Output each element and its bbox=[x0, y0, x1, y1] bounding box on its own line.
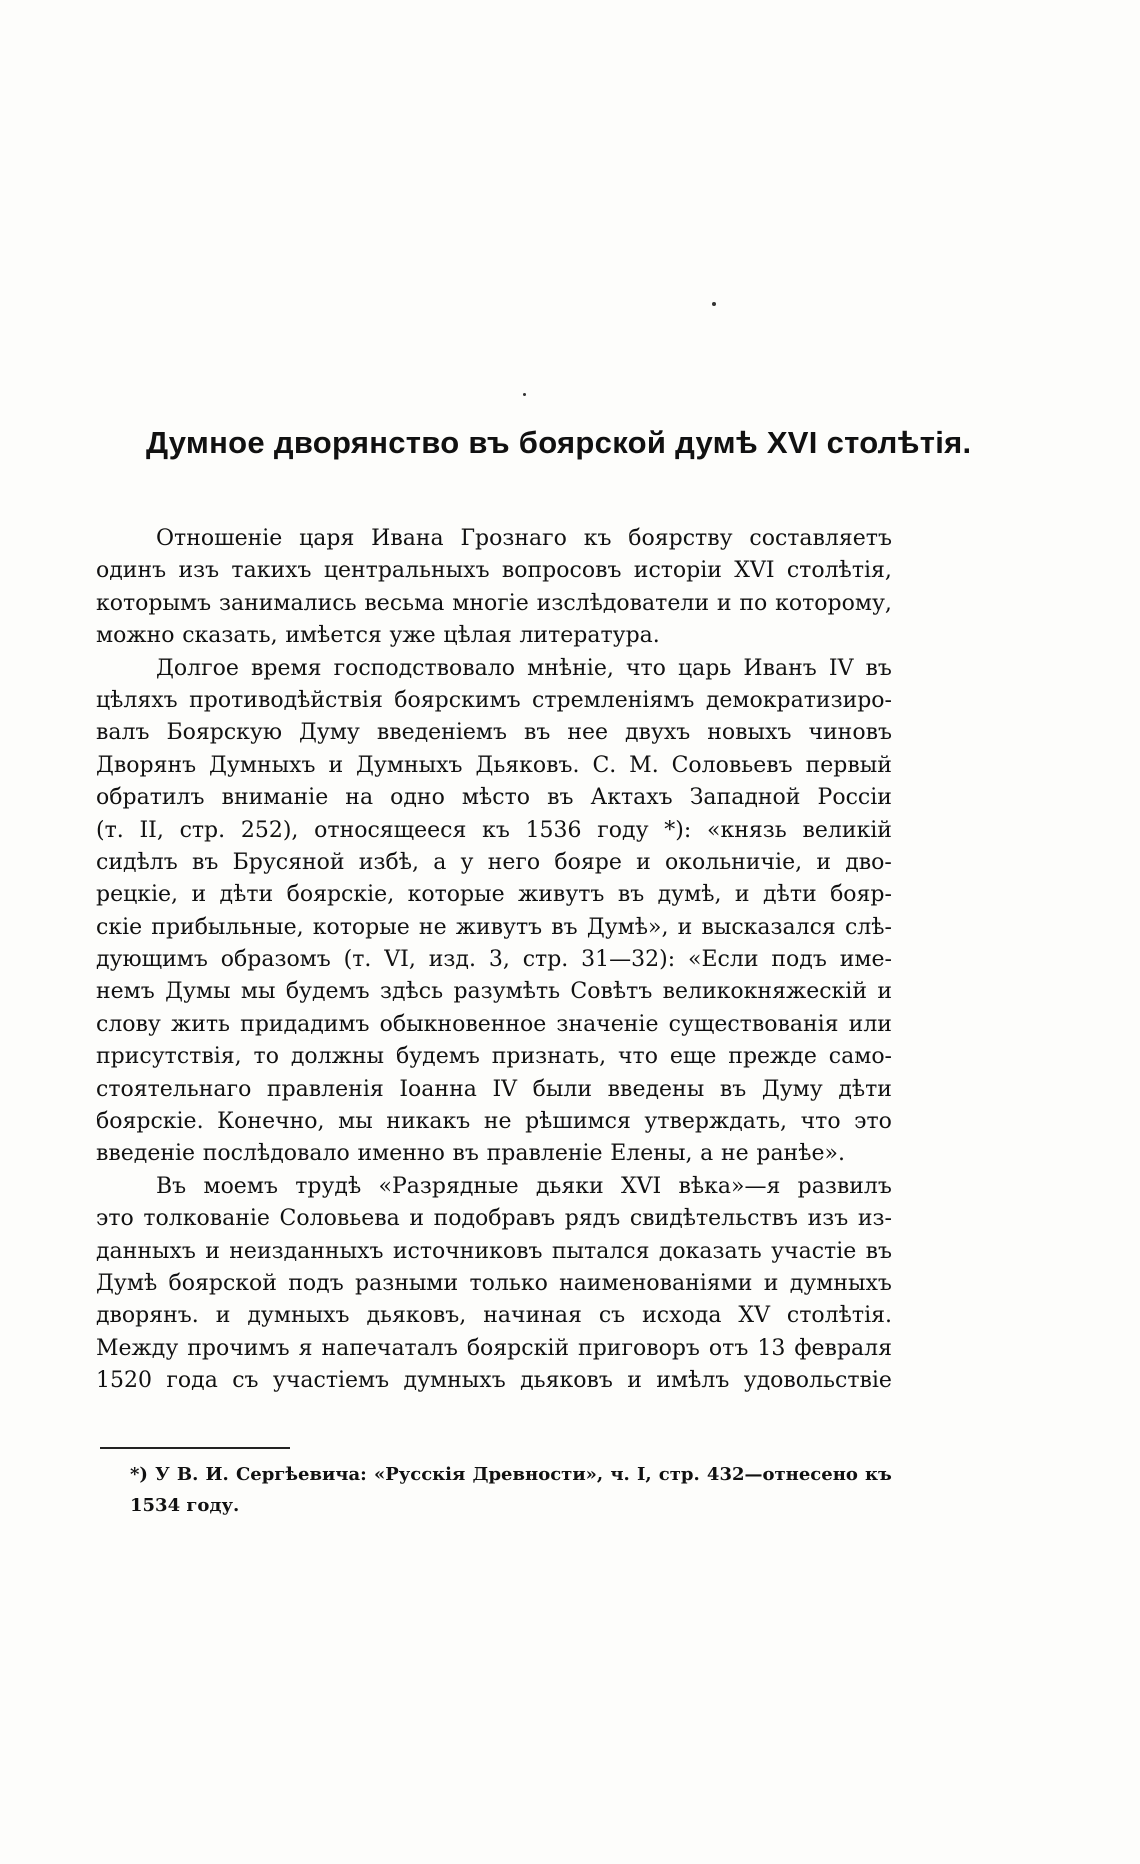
text-line: Между прочимъ я напечаталъ боярскій приговоръ отъ 13 февраля bbox=[96, 1335, 892, 1361]
footnote bbox=[130, 1459, 892, 1521]
text-line: дующимъ образомъ (т. VI, изд. 3, стр. 31—32): «Если подъ име- bbox=[96, 947, 892, 973]
text-line: скіе прибыльные, которые не живутъ въ Думѣ», и высказался слѣ- bbox=[96, 914, 892, 940]
text-line: 1534 году. bbox=[130, 1495, 240, 1516]
main-text bbox=[96, 523, 892, 1398]
text-line: Въ моемъ трудѣ «Разрядные дьяки XVI вѣка»—я развилъ bbox=[156, 1173, 892, 1199]
paragraph bbox=[96, 653, 892, 1171]
text-line: стоятельнаго правленія Іоанна IV были введены въ Думу дѣти bbox=[96, 1076, 892, 1102]
text-line: дворянъ. и думныхъ дьяковъ, начиная съ исхода XV столѣтія. bbox=[96, 1303, 892, 1329]
text-line: боярскіе. Конечно, мы никакъ не рѣшимся утверждать, что это bbox=[96, 1109, 892, 1135]
text-line: 1520 года съ участіемъ думныхъ дьяковъ и имѣлъ удовольствіе bbox=[96, 1368, 892, 1394]
text-line: (т. II, стр. 252), относящееся къ 1536 году *): «князь великій bbox=[96, 817, 892, 843]
paragraph bbox=[96, 523, 892, 653]
text-line: немъ Думы мы будемъ здѣсь разумѣть Совѣтъ великокняжескій и bbox=[96, 979, 892, 1005]
text-line: присутствія, то должны будемъ признать, что еще прежде само- bbox=[96, 1044, 892, 1070]
text-line: обратилъ вниманіе на одно мѣсто въ Актахъ Западной Россіи bbox=[96, 785, 892, 811]
text-line: можно сказать, имѣется уже цѣлая литература. bbox=[96, 623, 660, 649]
text-line: цѣляхъ противодѣйствія боярскимъ стремленіямъ демократизиро- bbox=[96, 687, 892, 713]
text-line: *) У В. И. Сергѣевича: «Русскія Древности», ч. I, стр. 432—отнесено къ bbox=[130, 1464, 892, 1485]
text-line: слову жить придадимъ обыкновенное значеніе существованія или bbox=[96, 1011, 892, 1037]
text-line: валъ Боярскую Думу введеніемъ въ нее двухъ новыхъ чиновъ bbox=[96, 720, 892, 746]
text-line: Дворянъ Думныхъ и Думныхъ Дьяковъ. С. М. Соловьевъ первый bbox=[96, 752, 892, 778]
text-line: одинъ изъ такихъ центральныхъ вопросовъ исторіи XVI столѣтія, bbox=[96, 558, 892, 584]
text-line: Долгое время господствовало мнѣніе, что царь Иванъ IV въ bbox=[156, 655, 892, 681]
print-speck bbox=[712, 302, 716, 306]
footnote-separator bbox=[100, 1447, 290, 1449]
text-line: сидѣлъ въ Брусяной избѣ, а у него бояре и окольничіе, и дво- bbox=[96, 849, 892, 875]
print-speck bbox=[523, 393, 526, 396]
text-line: это толкованіе Соловьева и подобравъ рядъ свидѣтельствъ изъ из- bbox=[96, 1206, 892, 1232]
text-line: которымъ занимались весьма многіе изслѣдователи и по которому, bbox=[96, 590, 892, 616]
text-line: введеніе послѣдовало именно въ правленіе Елены, а не ранѣе». bbox=[96, 1141, 845, 1167]
paragraph bbox=[96, 1171, 892, 1398]
text-line: данныхъ и неизданныхъ источниковъ пытался доказать участіе въ bbox=[96, 1238, 892, 1264]
text-line: Думѣ боярской подъ разными только наименованіями и думныхъ bbox=[96, 1270, 892, 1296]
text-line: Отношеніе царя Ивана Грознаго къ боярству составляетъ bbox=[156, 526, 892, 551]
chapter-title: Думное дворянство въ боярской думѣ XVI столѣтія. bbox=[146, 425, 972, 460]
text-line: рецкіе, и дѣти боярскіе, которые живутъ въ думѣ, и дѣти бояр- bbox=[96, 882, 892, 908]
